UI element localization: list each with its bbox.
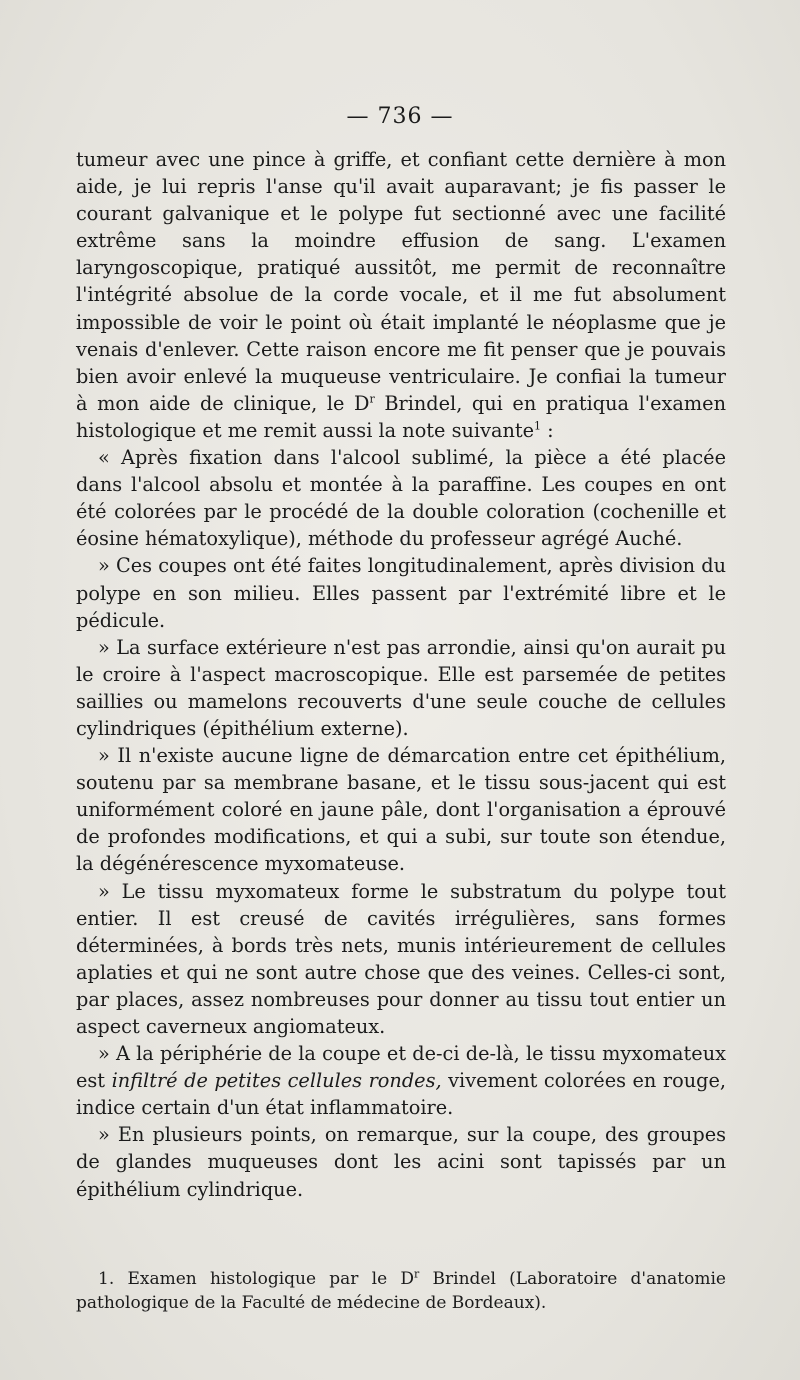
footnote-paragraph — [76, 1267, 726, 1315]
body-text — [76, 146, 726, 1203]
paragraph — [76, 146, 726, 444]
page-number: — 736 — — [346, 104, 454, 129]
paragraph: » Le tissu myxomateux forme le substratum du polype tout entier. Il est creusé de cavités irrégulières, sans formes déterminées, à bords très nets, munis intérieurement de cellules aplaties et qui ne sont autre chose que des veines. Celles-ci sont, par places, assez nombreuses pour donner au tissu tout entier un aspect caverneux angiomateux. — [76, 879, 726, 1038]
paragraph: » Il n'existe aucune ligne de démarcation entre cet épithélium, soutenu par sa membrane basane, et le tissu sous-jacent qui est uniformément coloré en jaune pâle, dont l'organisation a éprouvé de profondes modifications, et qui a subi, sur toute son étendue, la dégénérescence myxomateuse. — [76, 744, 726, 876]
paragraph: » En plusieurs points, on remarque, sur la coupe, des groupes de glandes muqueuses dont les acini sont tapissés par un épithélium cylindrique. — [76, 1123, 726, 1201]
paragraph — [76, 1040, 726, 1121]
paragraph-text: vivement colorées en rouge, indice certain d'un état inflammatoire. — [76, 1069, 727, 1120]
footnote-reference: 1 — [534, 419, 542, 433]
paragraph-text: : — [541, 418, 554, 442]
italic-text: infiltré de petites cellules rondes, — [111, 1069, 442, 1093]
paragraph-text: » A la périphérie de la coupe et de-ci de-là, le tissu myxomateux est — [76, 1042, 726, 1093]
footnote — [76, 1267, 726, 1315]
footnote-number: 1. — [98, 1269, 115, 1289]
paragraph-text: tumeur avec une pince à griffe, et confiant cette dernière à mon aide, je lui repris l'anse qu'il avait auparavant; je fis passer le courant galvanique et le polype fut sectionné avec une facilité extrême sans la moindre effusion de sang. L'examen laryngoscopique, pratiqué aussitôt, me permit de reconnaître l'intégrité absolue de la corde vocale, et il me fut absolument impossible de voir le point où était implanté le néoplasme que je venais d'enlever. Cette raison encore me fit penser que je pouvais bien avoir enlevé la muqueuse ventriculaire. Je confiai la tumeur à mon aide de clinique, le D — [76, 148, 726, 415]
superscript: r — [414, 1267, 420, 1281]
footnote-text: Brindel (Laboratoire d'anatomie pathologique de la Faculté de médecine de Bordeaux). — [76, 1269, 726, 1313]
paragraph: » Ces coupes ont été faites longitudinalement, après division du polype en son milieu. Elles passent par l'extrémité libre et le pédicule. — [76, 554, 726, 632]
paragraph-text: Brindel, qui en pratiqua l'examen histologique et me remit aussi la note suivante — [76, 391, 726, 442]
paragraph: « Après fixation dans l'alcool sublimé, la pièce a été placée dans l'alcool absolu et montée à la paraffine. Les coupes en ont été colorées par le procédé de la double coloration (cochenille et éosine hématoxylique), méthode du professeur agrégé Auché. — [76, 446, 726, 551]
footnote-text: Examen histologique par le D — [114, 1269, 415, 1289]
superscript: r — [369, 392, 375, 406]
paragraph: » La surface extérieure n'est pas arrondie, ainsi qu'on aurait pu le croire à l'aspect macroscopique. Elle est parsemée de petites saillies ou mamelons recouverts d'une seule couche de cellules cylindriques (épithélium externe). — [76, 635, 726, 740]
